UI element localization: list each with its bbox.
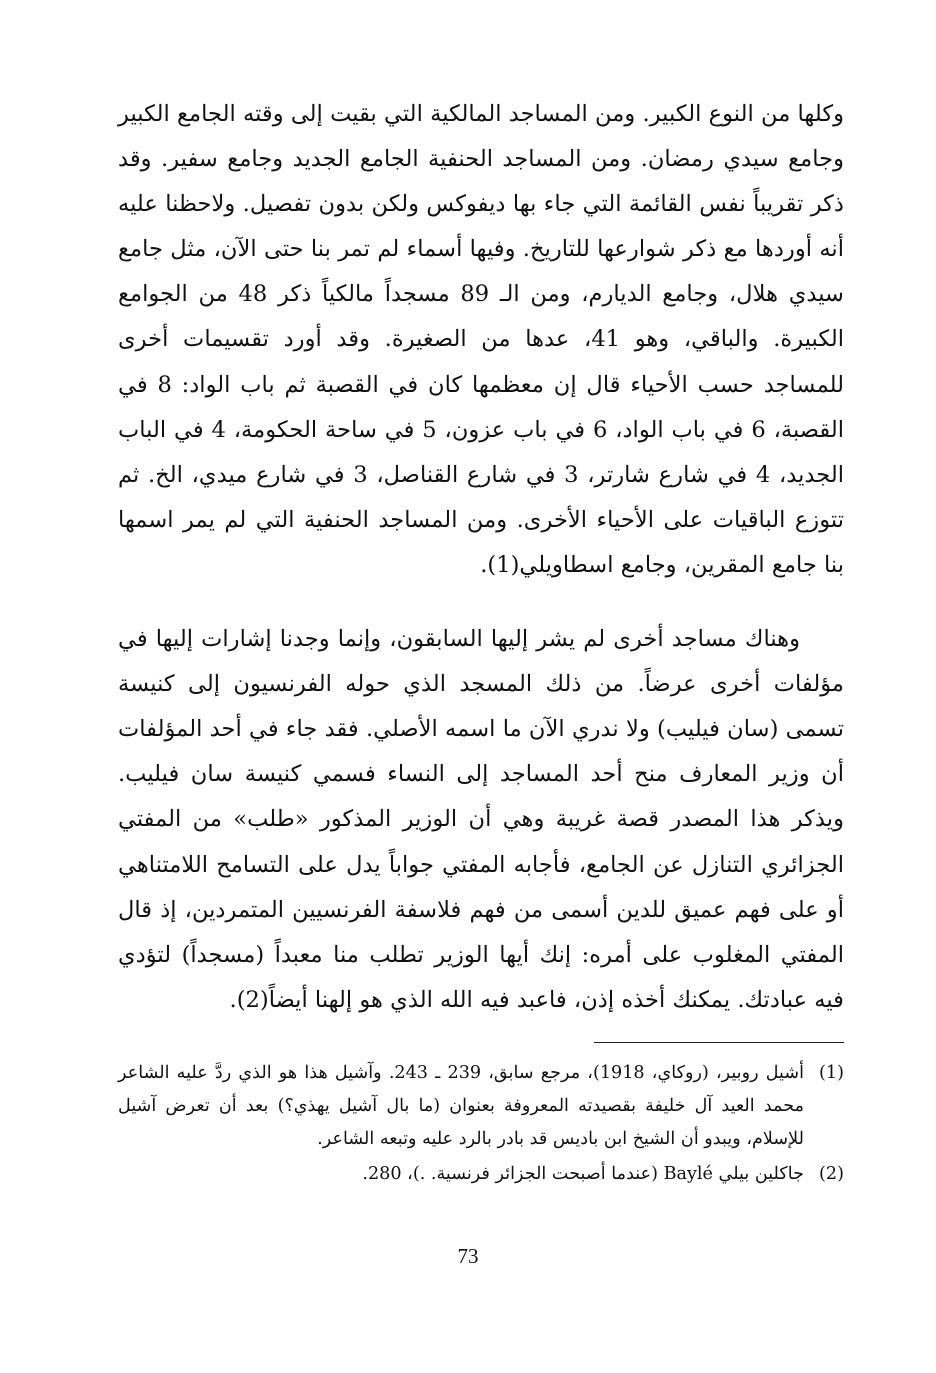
page-number: 73 <box>457 1244 479 1268</box>
footnotes <box>118 1057 844 1191</box>
footnote-separator <box>594 1042 844 1043</box>
page-content <box>118 92 844 1191</box>
footnote-number: (1) <box>819 1062 844 1083</box>
body-paragraph-2: وهناك مساجد أخرى لم يشر إليها السابقون، وإنما وجدنا إشارات إليها في مؤلفات أخرى عرضاً. من ذلك المسجد الذي حوله الفرنسيون إلى كنيسة تسمى (سان فيليب) ولا ندري الآن ما اسمه الأصلي. فقد جاء في أحد المؤلفات أن وزير المعارف منح أحد المساجد إلى النساء فسمي كنيسة سان فيليب. ويذكر هذا المصدر قصة غريبة وهي أن الوزير المذكور «طلب» من المفتي الجزائري التنازل عن الجامع، فأجابه المفتي جواباً يدل على التسامح اللامتناهي أو على فهم عميق للدين أسمى من فهم فلاسفة الفرنسيين المتمردين، إذ قال المفتي المغلوب على أمره: إنك أيها الوزير تطلب منا معبداً (مسجداً) لتؤدي فيه عبادتك. يمكنك أخذه إذن، فاعبد فيه الله الذي هو إلهنا أيضاً(2). <box>118 626 844 1013</box>
footnote-2 <box>118 1158 844 1191</box>
footnote-number: (2) <box>819 1163 844 1184</box>
footnote-text: أشيل روبير، (روكاي، 1918)، مرجع سابق، 239 ـ 243. وآشيل هذا هو الذي ردَّ عليه الشاعر محمد العيد آل خليفة بقصيدته المعروفة بعنوان (ما بال آشيل يهذي؟) بعد أن تعرض آشيل للإسلام، ويبدو أن الشيخ ابن باديس قد بادر بالرد عليه وتبعه الشاعر. <box>118 1062 804 1149</box>
footnote-text: جاكلين بيلي Baylé (عندما أصبحت الجزائر فرنسية. .)، 280. <box>362 1163 804 1184</box>
body-paragraph-1: وكلها من النوع الكبير. ومن المساجد المالكية التي بقيت إلى وقته الجامع الكبير وجامع سيدي رمضان. ومن المساجد الحنفية الجامع الجديد وجامع سفير. وقد ذكر تقريباً نفس القائمة التي جاء بها ديفوكس ولكن بدون تفصيل. ولاحظنا عليه أنه أوردها مع ذكر شوارعها للتاريخ. وفيها أسماء لم تمر بنا حتى الآن، مثل جامع سيدي هلال، وجامع الديارم، ومن الـ 89 مسجداً مالكياً ذكر 48 من الجوامع الكبيرة. والباقي، وهو 41، عدها من الصغيرة. وقد أورد تقسيمات أخرى للمساجد حسب الأحياء قال إن معظمها كان في القصبة ثم باب الواد: 8 في القصبة، 6 في باب الواد، 6 في باب عزون، 5 في ساحة الحكومة، 4 في الباب الجديد، 4 في شارع شارتر، 3 في شارع القناصل، 3 في شارع ميدي، الخ. ثم تتوزع الباقيات على الأحياء الأخرى. ومن المساجد الحنفية التي لم يمر اسمها بنا جامع المقرين، وجامع اسطاويلي(1). <box>118 101 845 578</box>
footnote-1 <box>118 1057 844 1156</box>
